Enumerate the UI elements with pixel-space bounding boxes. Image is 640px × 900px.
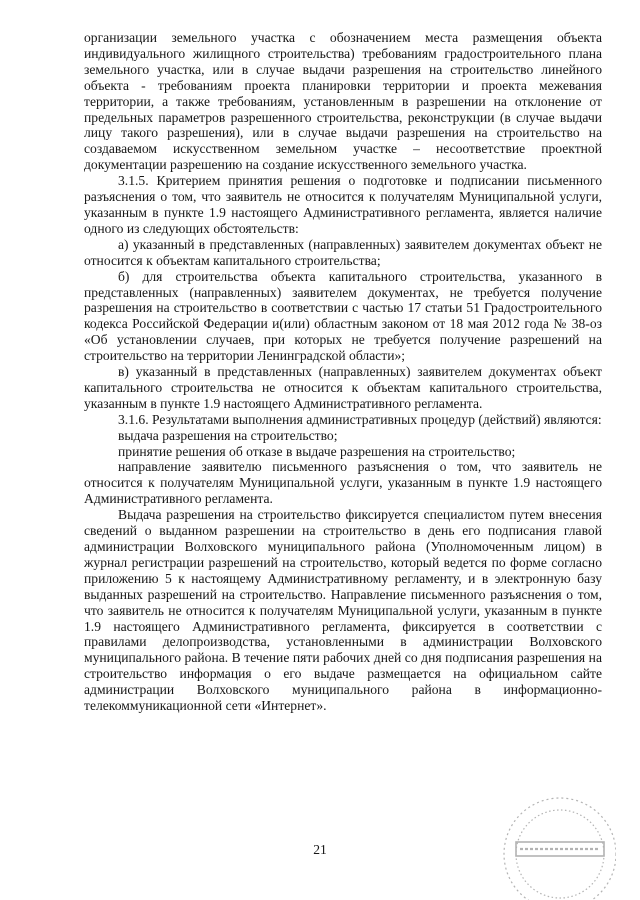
- paragraph: 3.1.5. Критерием принятия решения о подготовке и подписании письменного разъяснения о том, что заявитель не относится к получателям Муниципальной услуги, указанным в пункте 1.9 настоящего Административного регламента, является наличие одного из следующих обстоятельств:: [84, 173, 602, 236]
- paragraph: направление заявителю письменного разъяснения о том, что заявитель не относится к получателям Муниципальной услуги, указанным в пункте 1.9 настоящего Административного регламента.: [84, 459, 602, 507]
- list-item: принятие решения об отказе в выдаче разрешения на строительство;: [118, 443, 516, 459]
- paragraph: Выдача разрешения на строительство фиксируется специалистом путем внесения сведений о выданном разрешении на строительство в день его подписания главой администрации Волховского муниципального района (Уполномоченным лицом) в журнал регистрации разрешений на строительство, который ведется по форме согласно приложению 5 к настоящему Административному регламенту, и в электронную базу выданных разрешений на строительство. Направление письменного разъяснения о том, что заявитель не относится к получателям Муниципальной услуги, указанным в пункте 1.9 настоящего Административного регламента, фиксируется в соответствии с правилами делопроизводства, установленными в администрации Волховского муниципального района. В течение пяти рабочих дней со дня подписания разрешения на строительство информация о его выдаче размещается на официальном сайте администрации Волховского муниципального района в информационно-телекоммуникационной сети «Интернет».: [84, 507, 602, 714]
- list-item: выдача разрешения на строительство;: [118, 427, 338, 443]
- paragraph: а) указанный в представленных (направленных) заявителем документах объект не относится к объектам капитального строительства;: [84, 236, 602, 268]
- paragraph: в) указанный в представленных (направленных) заявителем документах объект капитального строительства не относится к объектам капитального строительства, указанным в пункте 1.9 настоящего Административного регламента.: [84, 364, 602, 411]
- paragraph: 3.1.6. Результатами выполнения административных процедур (действий) являются:: [118, 411, 602, 427]
- seal-stamp-icon: [476, 790, 616, 900]
- paragraph: б) для строительства объекта капитального строительства, указанного в представленных (направленных) заявителем документах, не требуется получение разрешения на строительство в соответствии с частью 17 статьи 51 Градостроительного кодекса Российской Федерации и(или) областным законом от 18 мая 2012 года № 38-оз «Об установлении случаев, при которых не требуется получение разрешений на строительство на территории Ленинградской области»;: [84, 268, 602, 364]
- paragraph: организации земельного участка с обозначением места размещения объекта индивидуального жилищного строительства) требованиям градостроительного плана земельного участка, или в случае выдачи разрешения на строительство линейного объекта - требованиям проекта планировки территории и проекта межевания территории, а также требованиям, установленным в разрешении на отклонение от предельных параметров разрешенного строительства, реконструкции (в случае выдачи лицу такого разрешения), или в случае выдачи разрешения на строительство на создаваемом искусственном земельном участке – несоответствие проектной документации разрешению на создание искусственного земельного участка.: [84, 30, 602, 173]
- page-number: 21: [313, 842, 327, 857]
- body-text: [84, 30, 602, 714]
